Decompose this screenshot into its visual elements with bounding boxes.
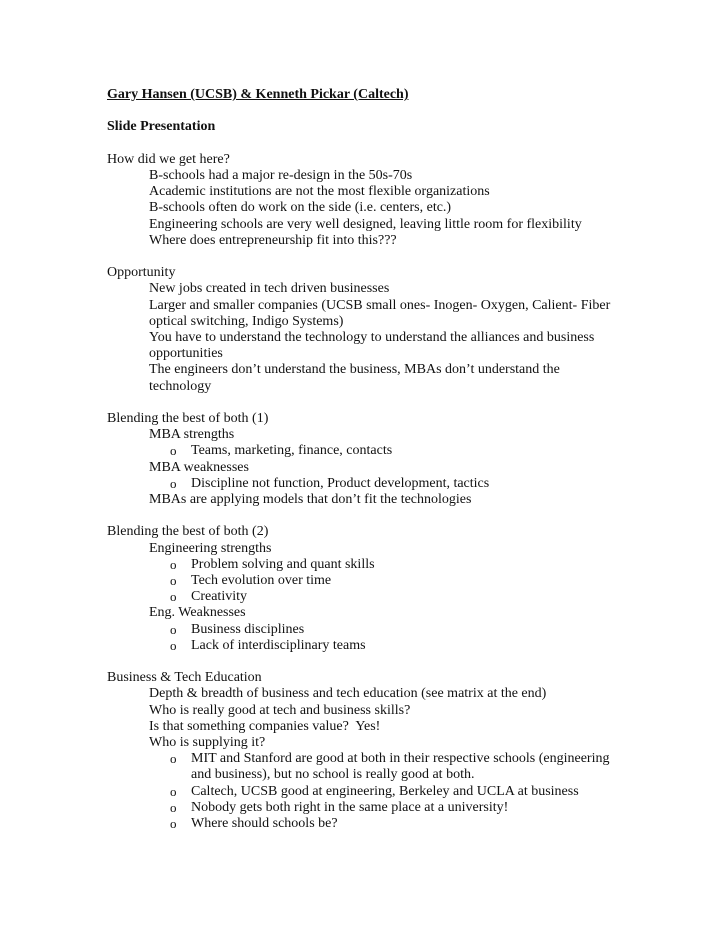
bullet-circle-icon: o <box>170 816 177 832</box>
sub-list-item <box>107 557 621 573</box>
list-item: Who is supplying it? <box>149 735 266 751</box>
bullet-circle-icon: o <box>170 621 177 637</box>
bullet-circle-icon: o <box>170 443 177 459</box>
section-heading: Opportunity <box>107 265 176 281</box>
list-item: Who is really good at tech and business skills? <box>149 702 411 718</box>
list-item: New jobs created in tech driven businesses <box>149 281 390 297</box>
sub-list-item <box>107 573 621 589</box>
list-item: MBA weaknesses <box>149 459 249 475</box>
sub-list-item <box>107 800 621 816</box>
sub-list-item <box>107 443 621 459</box>
list-item: Eng. Weaknesses <box>149 605 246 621</box>
list-item: You have to understand the technology to understand the alliances and business opportunities <box>149 330 595 362</box>
sub-list-item-text: Creativity <box>191 589 247 605</box>
bullet-circle-icon: o <box>170 783 177 799</box>
list-item: B-schools had a major re-design in the 50s-70s <box>149 167 413 183</box>
sub-list-item-text: MIT and Stanford are good at both in their respective schools (engineering and business), but no school is really good at both. <box>191 751 610 783</box>
section-heading: Business & Tech Education <box>107 670 262 686</box>
bullet-circle-icon: o <box>170 556 177 572</box>
document-page <box>107 87 627 832</box>
list-item: Engineering schools are very well designed, leaving little room for flexibility <box>149 216 582 232</box>
list-item: Academic institutions are not the most flexible organizations <box>149 184 490 200</box>
list-item: Engineering strengths <box>149 540 272 556</box>
list-item: Depth & breadth of business and tech education (see matrix at the end) <box>149 686 547 702</box>
sub-list-item <box>107 638 621 654</box>
section-opportunity <box>107 265 627 395</box>
section-heading: Blending the best of both (1) <box>107 411 269 426</box>
section-how-did-we-get-here <box>107 152 627 249</box>
sub-list-item-text: Lack of interdisciplinary teams <box>191 637 366 653</box>
bullet-circle-icon: o <box>170 751 177 767</box>
sub-list-item-text: Where should schools be? <box>191 816 338 832</box>
sub-list-item-text: Discipline not function, Product development, tactics <box>191 475 490 491</box>
sub-list-item-text: Tech evolution over time <box>191 573 332 589</box>
section-business-tech-education <box>107 670 627 832</box>
sub-list-item-text: Caltech, UCSB good at engineering, Berkeley and UCLA at business <box>191 783 579 799</box>
spacer <box>107 249 627 265</box>
sub-list-item-text: Business disciplines <box>191 621 305 637</box>
sub-list-item <box>107 816 621 832</box>
document-title: Gary Hansen (UCSB) & Kenneth Pickar (Caltech) <box>107 87 409 102</box>
spacer <box>107 395 627 411</box>
bullet-circle-icon: o <box>170 589 177 605</box>
sub-list-item <box>107 622 621 638</box>
sub-list-item-text: Problem solving and quant skills <box>191 556 375 572</box>
spacer <box>107 654 627 670</box>
spacer <box>107 103 627 119</box>
list-item: Where does entrepreneurship fit into this??? <box>149 232 397 248</box>
list-item: The engineers don’t understand the business, MBAs don’t understand the technology <box>149 362 560 394</box>
section-heading: Blending the best of both (2) <box>107 524 269 540</box>
list-item: B-schools often do work on the side (i.e. centers, etc.) <box>149 200 452 216</box>
bullet-circle-icon: o <box>170 799 177 815</box>
bullet-circle-icon: o <box>170 637 177 653</box>
list-item: MBA strengths <box>149 427 235 443</box>
spacer <box>107 136 627 152</box>
list-item: Is that something companies value? Yes! <box>149 718 381 734</box>
sub-list-item <box>107 589 621 605</box>
list-item: MBAs are applying models that don’t fit the technologies <box>149 492 472 508</box>
spacer <box>107 508 627 524</box>
document-subtitle: Slide Presentation <box>107 119 216 135</box>
section-heading: How did we get here? <box>107 151 230 167</box>
sub-list-item <box>107 751 621 783</box>
bullet-circle-icon: o <box>170 573 177 589</box>
sub-list-item <box>107 784 621 800</box>
bullet-circle-icon: o <box>170 475 177 491</box>
sub-list-item <box>107 476 621 492</box>
section-blending-2 <box>107 524 627 654</box>
sub-list-item-text: Teams, marketing, finance, contacts <box>191 443 393 459</box>
list-item: Larger and smaller companies (UCSB small ones- Inogen- Oxygen, Calient- Fiber optical switching, Indigo Systems) <box>149 297 611 329</box>
section-blending-1 <box>107 411 627 508</box>
sub-list-item-text: Nobody gets both right in the same place at a university! <box>191 799 509 815</box>
